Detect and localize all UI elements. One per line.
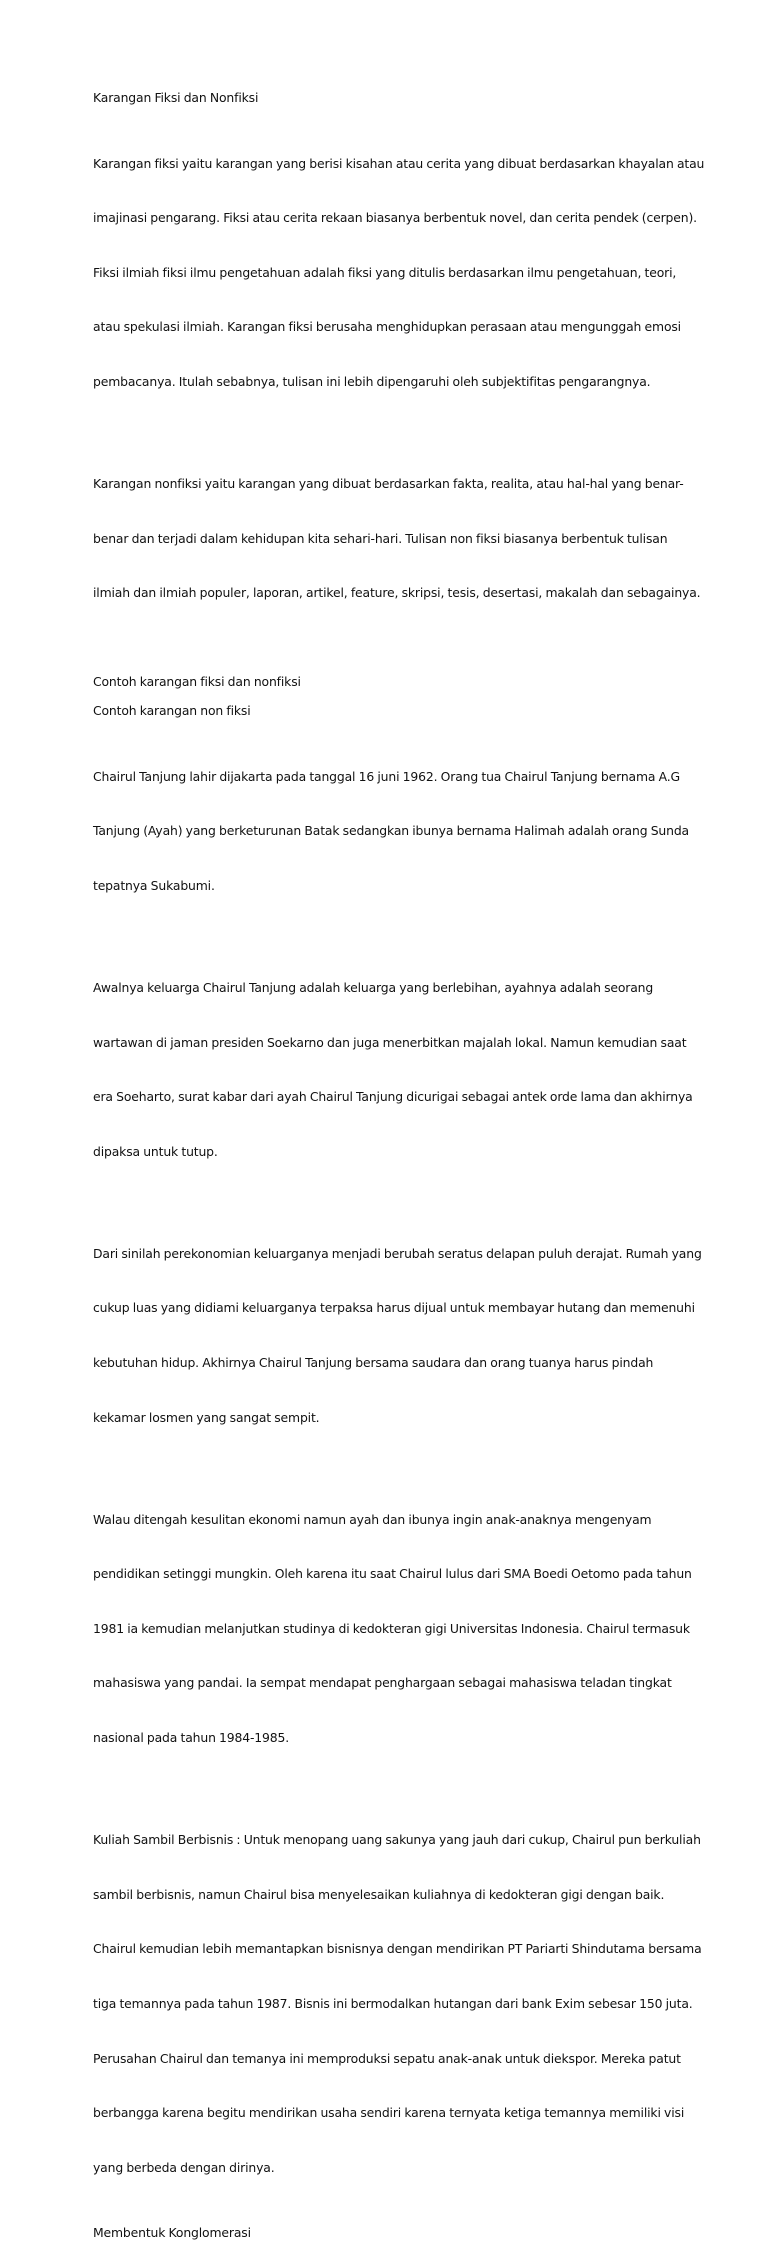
text-line: Fiksi ilmiah fiksi ilmu pengetahuan adalah fiksi yang ditulis berdasarkan ilmu pengetahuan, teori, [93, 264, 677, 280]
section-spacer [93, 650, 683, 673]
story-paragraph [93, 731, 689, 931]
text-line: benar dan terjadi dalam kehidupan kita sehari-hari. Tulisan non fiksi biasanya berbentuk tulisan [93, 530, 668, 546]
story-paragraph [93, 1795, 702, 2214]
heading-nonfiction: Contoh karangan non fiksi [93, 703, 251, 719]
story-paragraph [93, 943, 693, 1198]
paragraph-nonfiksi [93, 439, 701, 639]
paragraph-fiksi [93, 118, 705, 427]
text-line: Karangan fiksi yaitu karangan yang berisi kisahan atau cerita yang dibuat berdasarkan khayalan atau [93, 155, 705, 171]
text-line: sambil berbisnis, namun Chairul bisa menyelesaikan kuliahnya di kedokteran gigi dengan baik. [93, 1886, 665, 1902]
text-line: pendidikan setinggi mungkin. Oleh karena itu saat Chairul lulus dari SMA Boedi Oetomo pada tahun [93, 1566, 692, 1582]
document-body [93, 89, 705, 2254]
text-line: Dari sinilah perekonomian keluarganya menjadi berubah seratus delapan puluh derajat. Rumah yang [93, 1245, 702, 1261]
text-line: Tanjung (Ayah) yang berketurunan Batak sedangkan ibunya bernama Halimah adalah orang Sunda [93, 823, 689, 839]
text-line: nasional pada tahun 1984-1985. [93, 1730, 290, 1746]
text-line: era Soeharto, surat kabar dari ayah Chairul Tanjung dicurigai sebagai antek orde lama dan akhirnya [93, 1089, 693, 1105]
text-line: kebutuhan hidup. Akhirnya Chairul Tanjung bersama saudara dan orang tuanya harus pindah [93, 1355, 654, 1370]
story-paragraph [93, 1474, 692, 1783]
text-line: yang berbeda dengan dirinya. [93, 2159, 275, 2175]
text-line: berbangga karena begitu mendirikan usaha sendiri karena ternyata ketiga temannya memiliki visi [93, 2105, 685, 2121]
text-line: Perusahan Chairul dan temanya ini memproduksi sepatu anak-anak untuk diekspor. Mereka patut [93, 2050, 681, 2066]
text-line: dipaksa untuk tutup. [93, 1143, 218, 1159]
text-line: tiga temannya pada tahun 1987. Bisnis ini bermodalkan hutangan dari bank Exim sebesar 150 juta. [93, 1995, 693, 2011]
heading-konglomerasi: Membentuk Konglomerasi [93, 2225, 251, 2241]
text-line: wartawan di jaman presiden Soekarno dan juga menerbitkan majalah lokal. Namun kemudian saat [93, 1034, 687, 1050]
text-line: Karangan nonfiksi yaitu karangan yang dibuat berdasarkan fakta, realita, atau hal-hal yang benar- [93, 476, 684, 492]
text-line: Chairul kemudian lebih memantapkan bisnisnya dengan mendirikan PT Pariarti Shindutama bersama [93, 1941, 702, 1957]
text-line: tepatnya Sukabumi. [93, 877, 215, 893]
text-line: mahasiswa yang pandai. Ia sempat mendapat penghargaan sebagai mahasiswa teladan tingkat [93, 1675, 672, 1691]
text-line: ilmiah dan ilmiah populer, laporan, artikel, feature, skripsi, tesis, desertasi, makalah dan sebagainya. [93, 585, 701, 601]
text-line: Walau ditengah kesulitan ekonomi namun ayah dan ibunya ingin anak-anaknya mengenyam [93, 1511, 652, 1527]
text-line: Chairul Tanjung lahir dijakarta pada tanggal 16 juni 1962. Orang tua Chairul Tanjung bernama A.G [93, 768, 680, 784]
text-line: atau spekulasi ilmiah. Karangan fiksi berusaha menghidupkan perasaan atau mengunggah emosi [93, 319, 681, 335]
text-line: Kuliah Sambil Berbisnis : Untuk menopang uang sakunya yang jauh dari cukup, Chairul pun berkuliah [93, 1832, 701, 1848]
document-title: Karangan Fiksi dan Nonfiksi [93, 90, 259, 105]
text-line: pembacanya. Itulah sebabnya, tulisan ini lebih dipengaruhi oleh subjektifitas pengarangnya. [93, 374, 651, 390]
heading-examples: Contoh karangan fiksi dan nonfiksi [93, 673, 301, 689]
text-line: 1981 ia kemudian melanjutkan studinya di kedokteran gigi Universitas Indonesia. Chairul termasuk [93, 1620, 690, 1636]
text-line: Awalnya keluarga Chairul Tanjung adalah keluarga yang berlebihan, ayahnya adalah seorang [93, 979, 654, 995]
text-line: cukup luas yang didiami keluarganya terpaksa harus dijual untuk membayar hutang dan memenuhi [93, 1300, 695, 1316]
text-line: kekamar losmen yang sangat sempit. [93, 1409, 320, 1425]
story-paragraph [93, 1208, 702, 1463]
text-line: imajinasi pengarang. Fiksi atau cerita rekaan biasanya berbentuk novel, dan cerita pendek (cerpen). [93, 210, 697, 226]
